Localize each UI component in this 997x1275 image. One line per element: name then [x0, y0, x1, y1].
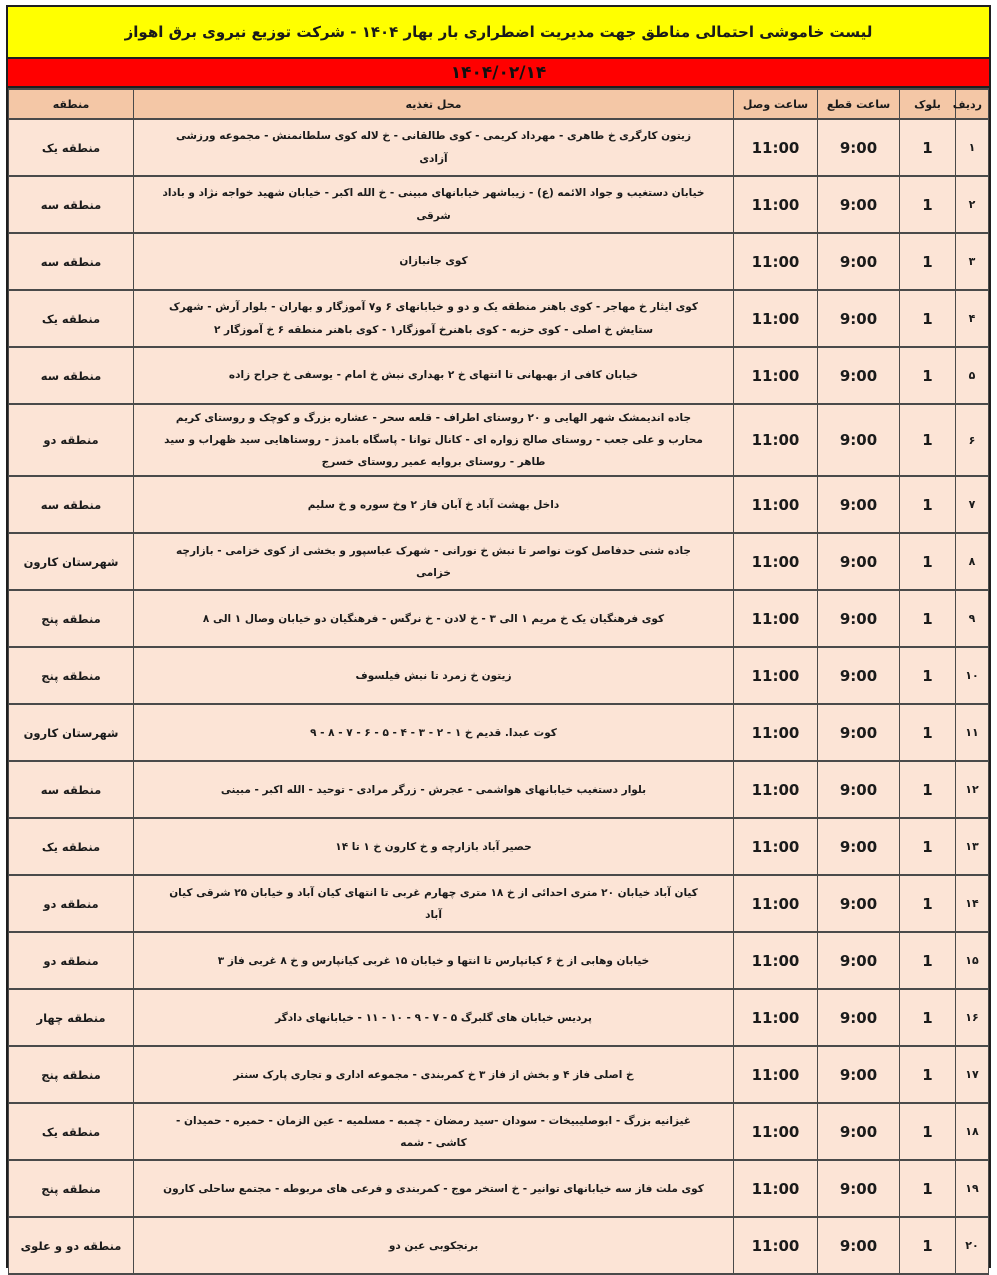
table-row: [9, 704, 989, 761]
table-row: [9, 119, 989, 176]
region-cell: منطقه یک: [9, 119, 134, 176]
col-header-feeding-location: محل تغذیه: [134, 89, 734, 119]
power-outage-table: [8, 88, 989, 1275]
block-cell: 1: [900, 647, 956, 704]
cut-time-cell: 9:00: [818, 476, 900, 533]
block-cell: 1: [900, 932, 956, 989]
block-cell: 1: [900, 290, 956, 347]
block-cell: 1: [900, 761, 956, 818]
reconnect-time-cell: 11:00: [734, 347, 818, 404]
col-header-row-number: ردیف: [956, 89, 989, 119]
table-row: [9, 533, 989, 590]
table-row: [9, 875, 989, 932]
feeding-location-cell: حصیر آباد بازارچه و خ کارون خ ۱ تا ۱۴: [134, 818, 734, 875]
cut-time-cell: 9:00: [818, 233, 900, 290]
row-number-cell: ۲: [956, 176, 989, 233]
cut-time-cell: 9:00: [818, 404, 900, 476]
table-row: [9, 818, 989, 875]
block-cell: 1: [900, 1046, 956, 1103]
reconnect-time-cell: 11:00: [734, 647, 818, 704]
row-number-cell: ۵: [956, 347, 989, 404]
table-row: [9, 476, 989, 533]
region-cell: منطقه یک: [9, 1103, 134, 1160]
row-number-cell: ۹: [956, 590, 989, 647]
row-number-cell: ۳: [956, 233, 989, 290]
report-title: لیست خاموشی احتمالی مناطق جهت مدیریت اضطراری بار بهار ۱۴۰۴ - شرکت توزیع نیروی برق اهواز: [124, 23, 873, 41]
region-cell: منطقه یک: [9, 818, 134, 875]
feeding-location-cell: زیتون کارگری خ طاهری - مهرداد کریمی - کوی طالقانی - خ لاله کوی سلطانمنش - مجموعه ورزشی آزادی: [134, 119, 734, 176]
region-cell: منطقه پنج: [9, 1160, 134, 1217]
cut-time-cell: 9:00: [818, 704, 900, 761]
table-row: [9, 233, 989, 290]
row-number-cell: ۲۰: [956, 1217, 989, 1274]
reconnect-time-cell: 11:00: [734, 1160, 818, 1217]
reconnect-time-cell: 11:00: [734, 932, 818, 989]
region-cell: شهرستان کارون: [9, 533, 134, 590]
feeding-location-cell: کوی جانبازان: [134, 233, 734, 290]
table-row: [9, 1217, 989, 1274]
table-row: [9, 1160, 989, 1217]
reconnect-time-cell: 11:00: [734, 875, 818, 932]
report-date: ۱۴۰۴/۰۲/۱۴: [450, 62, 547, 83]
cut-time-cell: 9:00: [818, 1160, 900, 1217]
row-number-cell: ۴: [956, 290, 989, 347]
block-cell: 1: [900, 404, 956, 476]
cut-time-cell: 9:00: [818, 590, 900, 647]
row-number-cell: ۱۴: [956, 875, 989, 932]
row-number-cell: ۱۹: [956, 1160, 989, 1217]
cut-time-cell: 9:00: [818, 989, 900, 1046]
table-row: [9, 647, 989, 704]
reconnect-time-cell: 11:00: [734, 176, 818, 233]
cut-time-cell: 9:00: [818, 119, 900, 176]
date-banner: [8, 59, 989, 88]
cut-time-cell: 9:00: [818, 347, 900, 404]
block-cell: 1: [900, 347, 956, 404]
reconnect-time-cell: 11:00: [734, 818, 818, 875]
block-cell: 1: [900, 704, 956, 761]
feeding-location-cell: جاده اندیمشک شهر الهایی و ۲۰ روستای اطراف - قلعه سحر - عشاره بزرگ و کوچک و روستای کریم محارب و علی جعب - روستای صالح زواره ای - کانال توانا - پاسگاه بامدژ - روستاهایی سید ظهراب و سید طاهر - روستای بروایه عمیر روستای خسرج: [134, 404, 734, 476]
row-number-cell: ۱۸: [956, 1103, 989, 1160]
region-cell: منطقه سه: [9, 761, 134, 818]
feeding-location-cell: خیابان وهابی از خ ۶ کیانپارس تا انتها و خیابان ۱۵ غربی کیانپارس و خ ۸ غربی فاز ۳: [134, 932, 734, 989]
region-cell: شهرستان کارون: [9, 704, 134, 761]
table-row: [9, 176, 989, 233]
region-cell: منطقه سه: [9, 347, 134, 404]
table-header-row: [9, 89, 989, 119]
feeding-location-cell: جاده شنی حدفاصل کوت نواصر تا نبش خ نورانی - شهرک عباسپور و بخشی از کوی خزامی - بازارچه خزامی: [134, 533, 734, 590]
table-row: [9, 932, 989, 989]
feeding-location-cell: داخل بهشت آباد خ آبان فاز ۲ وخ سوره و خ سلیم: [134, 476, 734, 533]
block-cell: 1: [900, 119, 956, 176]
region-cell: منطقه سه: [9, 476, 134, 533]
region-cell: منطقه سه: [9, 233, 134, 290]
feeding-location-cell: کوی فرهنگیان یک خ مریم ۱ الی ۳ - خ لادن - خ نرگس - فرهنگیان دو خیابان وصال ۱ الی ۸: [134, 590, 734, 647]
cut-time-cell: 9:00: [818, 533, 900, 590]
block-cell: 1: [900, 818, 956, 875]
reconnect-time-cell: 11:00: [734, 761, 818, 818]
feeding-location-cell: کوت عبدا. قدیم خ ۱ - ۲ - ۳ - ۴ - ۵ - ۶ - ۷ - ۸ - ۹: [134, 704, 734, 761]
region-cell: منطقه پنج: [9, 590, 134, 647]
cut-time-cell: 9:00: [818, 176, 900, 233]
block-cell: 1: [900, 989, 956, 1046]
row-number-cell: ۶: [956, 404, 989, 476]
reconnect-time-cell: 11:00: [734, 533, 818, 590]
region-cell: منطقه دو: [9, 932, 134, 989]
region-cell: منطقه دو: [9, 875, 134, 932]
reconnect-time-cell: 11:00: [734, 233, 818, 290]
feeding-location-cell: بلوار دستغیب خیابانهای هواشمی - عجرش - زرگر مرادی - توحید - الله اکبر - مبینی: [134, 761, 734, 818]
table-row: [9, 347, 989, 404]
row-number-cell: ۱۲: [956, 761, 989, 818]
block-cell: 1: [900, 1103, 956, 1160]
cut-time-cell: 9:00: [818, 818, 900, 875]
row-number-cell: ۸: [956, 533, 989, 590]
region-cell: منطقه دو: [9, 404, 134, 476]
reconnect-time-cell: 11:00: [734, 290, 818, 347]
reconnect-time-cell: 11:00: [734, 590, 818, 647]
row-number-cell: ۱۷: [956, 1046, 989, 1103]
reconnect-time-cell: 11:00: [734, 1046, 818, 1103]
table-row: [9, 761, 989, 818]
cut-time-cell: 9:00: [818, 1103, 900, 1160]
region-cell: منطقه چهار: [9, 989, 134, 1046]
table-row: [9, 590, 989, 647]
region-cell: منطقه سه: [9, 176, 134, 233]
feeding-location-cell: خ اصلی فاز ۴ و بخش از فاز ۳ خ کمربندی - مجموعه اداری و تجاری پارک سنتر: [134, 1046, 734, 1103]
table-row: [9, 290, 989, 347]
reconnect-time-cell: 11:00: [734, 704, 818, 761]
block-cell: 1: [900, 233, 956, 290]
feeding-location-cell: خیابان کافی از بهبهانی تا انتهای خ ۲ بهداری نبش خ امام - یوسفی خ جراح زاده: [134, 347, 734, 404]
reconnect-time-cell: 11:00: [734, 989, 818, 1046]
reconnect-time-cell: 11:00: [734, 1217, 818, 1274]
cut-time-cell: 9:00: [818, 875, 900, 932]
title-banner: [8, 7, 989, 59]
feeding-location-cell: کیان آباد خیابان ۲۰ متری احدائی از خ ۱۸ متری چهارم غربی تا انتهای کیان آباد و خیابان ۲۵ شرقی کیان آباد: [134, 875, 734, 932]
cut-time-cell: 9:00: [818, 1046, 900, 1103]
feeding-location-cell: کوی ملت فاز سه خیابانهای توانیر - خ استخر موج - کمربندی و فرعی های مربوطه - مجتمع ساحلی کارون: [134, 1160, 734, 1217]
feeding-location-cell: کوی ایثار خ مهاجر - کوی باهنر منطقه یک و دو و خیابانهای ۶ و۷ آموزگار و بهاران - بلوار آرش - شهرک ستایش خ اصلی - کوی حزبه - کوی باهنرخ آموزگار۱ - کوی باهنر منطقه ۶ خ آموزگار ۲: [134, 290, 734, 347]
table-row: [9, 1046, 989, 1103]
col-header-region: منطقه: [9, 89, 134, 119]
reconnect-time-cell: 11:00: [734, 404, 818, 476]
feeding-location-cell: پردیس خیابان های گلبرگ ۵ - ۷ - ۹ - ۱۰ - ۱۱ - خیابانهای دادگر: [134, 989, 734, 1046]
col-header-cut-time: ساعت قطع: [818, 89, 900, 119]
feeding-location-cell: خیابان دستغیب و جواد الائمه (ع) - زیباشهر خیابانهای مبینی - خ الله اکبر - خیابان شهید خواجه نژاد و باداد شرقی: [134, 176, 734, 233]
block-cell: 1: [900, 476, 956, 533]
cut-time-cell: 9:00: [818, 647, 900, 704]
block-cell: 1: [900, 1217, 956, 1274]
row-number-cell: ۱۵: [956, 932, 989, 989]
block-cell: 1: [900, 875, 956, 932]
reconnect-time-cell: 11:00: [734, 1103, 818, 1160]
region-cell: منطقه پنج: [9, 1046, 134, 1103]
region-cell: منطقه پنج: [9, 647, 134, 704]
col-header-reconnect-time: ساعت وصل: [734, 89, 818, 119]
row-number-cell: ۱۳: [956, 818, 989, 875]
table-row: [9, 989, 989, 1046]
block-cell: 1: [900, 176, 956, 233]
reconnect-time-cell: 11:00: [734, 476, 818, 533]
block-cell: 1: [900, 1160, 956, 1217]
feeding-location-cell: برنجکوبی عین دو: [134, 1217, 734, 1274]
row-number-cell: ۷: [956, 476, 989, 533]
block-cell: 1: [900, 590, 956, 647]
outage-notice-board: [6, 5, 991, 1268]
region-cell: منطقه یک: [9, 290, 134, 347]
block-cell: 1: [900, 533, 956, 590]
table-row: [9, 404, 989, 476]
feeding-location-cell: غیزانیه بزرگ - ابوصلیبیخات - سودان -سید رمضان - چمبه - مسلمیه - عین الزمان - حمیره - حمیدان - کاشی - شمه: [134, 1103, 734, 1160]
cut-time-cell: 9:00: [818, 290, 900, 347]
row-number-cell: ۱۰: [956, 647, 989, 704]
row-number-cell: ۱۱: [956, 704, 989, 761]
feeding-location-cell: زیتون خ زمرد تا نبش فیلسوف: [134, 647, 734, 704]
region-cell: منطقه دو و علوی: [9, 1217, 134, 1274]
table-row: [9, 1103, 989, 1160]
col-header-block: بلوک: [900, 89, 956, 119]
cut-time-cell: 9:00: [818, 1217, 900, 1274]
row-number-cell: ۱: [956, 119, 989, 176]
cut-time-cell: 9:00: [818, 761, 900, 818]
row-number-cell: ۱۶: [956, 989, 989, 1046]
cut-time-cell: 9:00: [818, 932, 900, 989]
reconnect-time-cell: 11:00: [734, 119, 818, 176]
